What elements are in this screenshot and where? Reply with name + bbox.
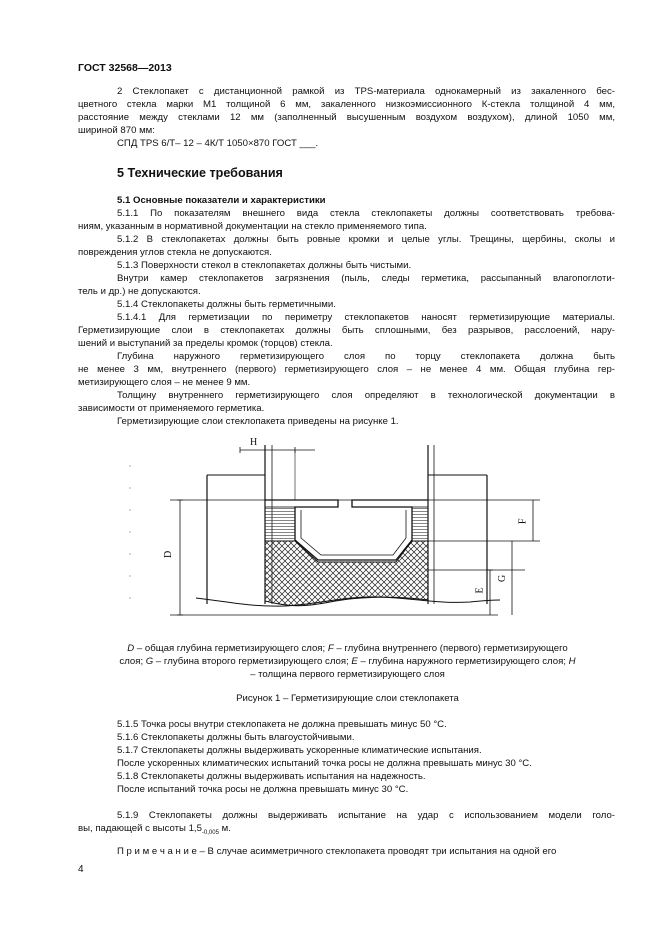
dimension-E — [487, 570, 493, 615]
legend-symbol: G — [145, 655, 154, 667]
para-line: Внутри камер стеклопакетов загрязнения (пыль, следы герметика, рассыпанный влагопоглоти- — [117, 273, 615, 284]
para-line: шений и выступаний за пределы кромок (торцов) стекла. — [78, 338, 333, 349]
intro-designation: СПД TPS 6/Т– 12 – 4К/Т 1050×870 ГОСТ ___. — [117, 138, 319, 149]
legend-symbol: H — [568, 655, 576, 667]
intro-line-4: шириной 870 мм: — [78, 125, 155, 136]
para-line: ниям, указанным в нормативной документации на стекло применяемого типа. — [78, 221, 427, 232]
para-line: 5.1.5 Точка росы внутри стеклопакета не должна превышать минус 50 °С. — [117, 719, 447, 730]
subsection-title: 5.1 Основные показатели и характеристики — [117, 195, 326, 206]
para-line: 5.1.7 Стеклопакеты должны выдерживать ускоренные климатические испытания. — [117, 745, 482, 756]
inner-seal-right — [412, 507, 428, 541]
document-header: ГОСТ 32568—2013 — [78, 62, 172, 74]
inner-seal-left — [265, 507, 295, 541]
para-line-height — [78, 823, 231, 840]
height-text: вы, падающей с высоты 1,5 — [78, 823, 202, 834]
para-line: метизирующего слоя – не менее 9 мм. — [78, 377, 251, 388]
intro-line-2: цветного стекла марки М1 толщиной 6 мм, закаленного низкоэмиссионного К-стекла толщиной 4 мм, — [78, 99, 615, 110]
para-line: 5.1.2 В стеклопакетах должны быть ровные кромки и целые углы. Трещины, щербины, сколы и — [117, 234, 615, 245]
para-line: 5.1.6 Стеклопакеты должны быть влагоустойчивыми. — [117, 732, 355, 743]
para-line: После ускоренных климатических испытаний точка росы не должна превышать минус 30 °С. — [117, 758, 532, 769]
legend-symbol: D — [127, 643, 135, 654]
para-line: После испытаний точка росы не должна превышать минус 30 °С. — [117, 784, 409, 795]
para-line: не менее 3 мм, внутреннего (первого) герметизирующего слоя – не менее 4 мм. Общая глубина гер- — [78, 364, 615, 375]
left-glass — [207, 445, 272, 604]
figure-title: Рисунок 1 – Герметизирующие слои стеклопакета — [236, 693, 459, 704]
legend-text: слоя; — [119, 655, 146, 667]
legend-text: – глубина внутреннего (первого) герметизирующего — [333, 643, 568, 654]
para-line: 5.1.4 Стеклопакеты должны быть герметичными. — [117, 299, 336, 310]
legend-text: – глубина второго герметизирующего слоя; — [153, 655, 352, 667]
para-line: Толщину внутреннего герметизирующего слоя определяют в технологической документации в — [117, 390, 615, 401]
label-F: F — [517, 518, 529, 525]
legend-text: – толщина первого герметизирующего слоя — [250, 668, 445, 680]
legend-line-2 — [80, 656, 615, 669]
section-title: 5 Технические требования — [117, 166, 283, 180]
intro-line-1: 2 Стеклопакет с дистанционной рамкой из TPS-материала однокамерный из закаленного бес- — [117, 86, 615, 97]
label-E: E — [474, 587, 486, 594]
label-H: H — [250, 437, 258, 448]
height-tolerance: -0,005 — [201, 829, 219, 836]
legend-text: – глубина наружного герметизирующего слоя; — [357, 655, 569, 667]
legend-line-1 — [80, 643, 615, 656]
para-line: 5.1.1 По показателям внешнего вида стекла стеклопакеты должны соответствовать требова- — [117, 208, 615, 219]
para-line: 5.1.8 Стеклопакеты должны выдерживать испытания на надежность. — [117, 771, 426, 782]
para-line: повреждения углов стекла не допускаются. — [78, 247, 272, 258]
para-line: зависимости от применяемого герметика. — [78, 403, 265, 414]
legend-symbol: E — [351, 655, 358, 667]
page-number: 4 — [78, 864, 84, 875]
legend-text: – общая глубина герметизирующего слоя; — [134, 643, 328, 654]
para-line: Глубина наружного герметизирующего слоя по торцу стеклопакета должна быть — [117, 351, 615, 362]
para-line: 5.1.3 Поверхности стекол в стеклопакетах должны быть чистыми. — [117, 260, 412, 271]
para-line: Герметизирующие слои стеклопакета приведены на рисунке 1. — [117, 416, 399, 427]
note-label: П р и м е ч а н и е — [117, 846, 197, 857]
label-G: G — [497, 574, 509, 583]
height-unit: м. — [218, 823, 231, 834]
intro-line-3: расстояние между стеклами 12 мм (заполненный высушенным воздухом воздухом), длиной 1050 мм, — [78, 112, 615, 123]
label-D: D — [163, 550, 175, 559]
dimension-H — [240, 447, 315, 500]
para-line: 5.1.4.1 Для герметизации по периметру стеклопакетов наносят герметизирующие материалы. — [117, 312, 615, 323]
note-text: – В случае асимметричного стеклопакета проводят три испытания на одной его — [196, 846, 557, 857]
dimension-D — [177, 500, 183, 615]
para-line: 5.1.9 Стеклопакеты должны выдерживать испытание на удар с использованием модели голо- — [117, 810, 615, 821]
legend-line-3 — [80, 669, 615, 682]
figure-legend — [80, 643, 615, 681]
note-line — [117, 846, 556, 859]
right-glass — [428, 445, 487, 604]
cut-line — [196, 597, 500, 606]
para-line: Герметизирующие слои в стеклопакетах должны быть сплошными, без разрывов, расслоений, нару- — [78, 325, 615, 336]
legend-symbol: F — [327, 643, 334, 654]
para-line: тель и др.) не допускаются. — [78, 286, 201, 297]
